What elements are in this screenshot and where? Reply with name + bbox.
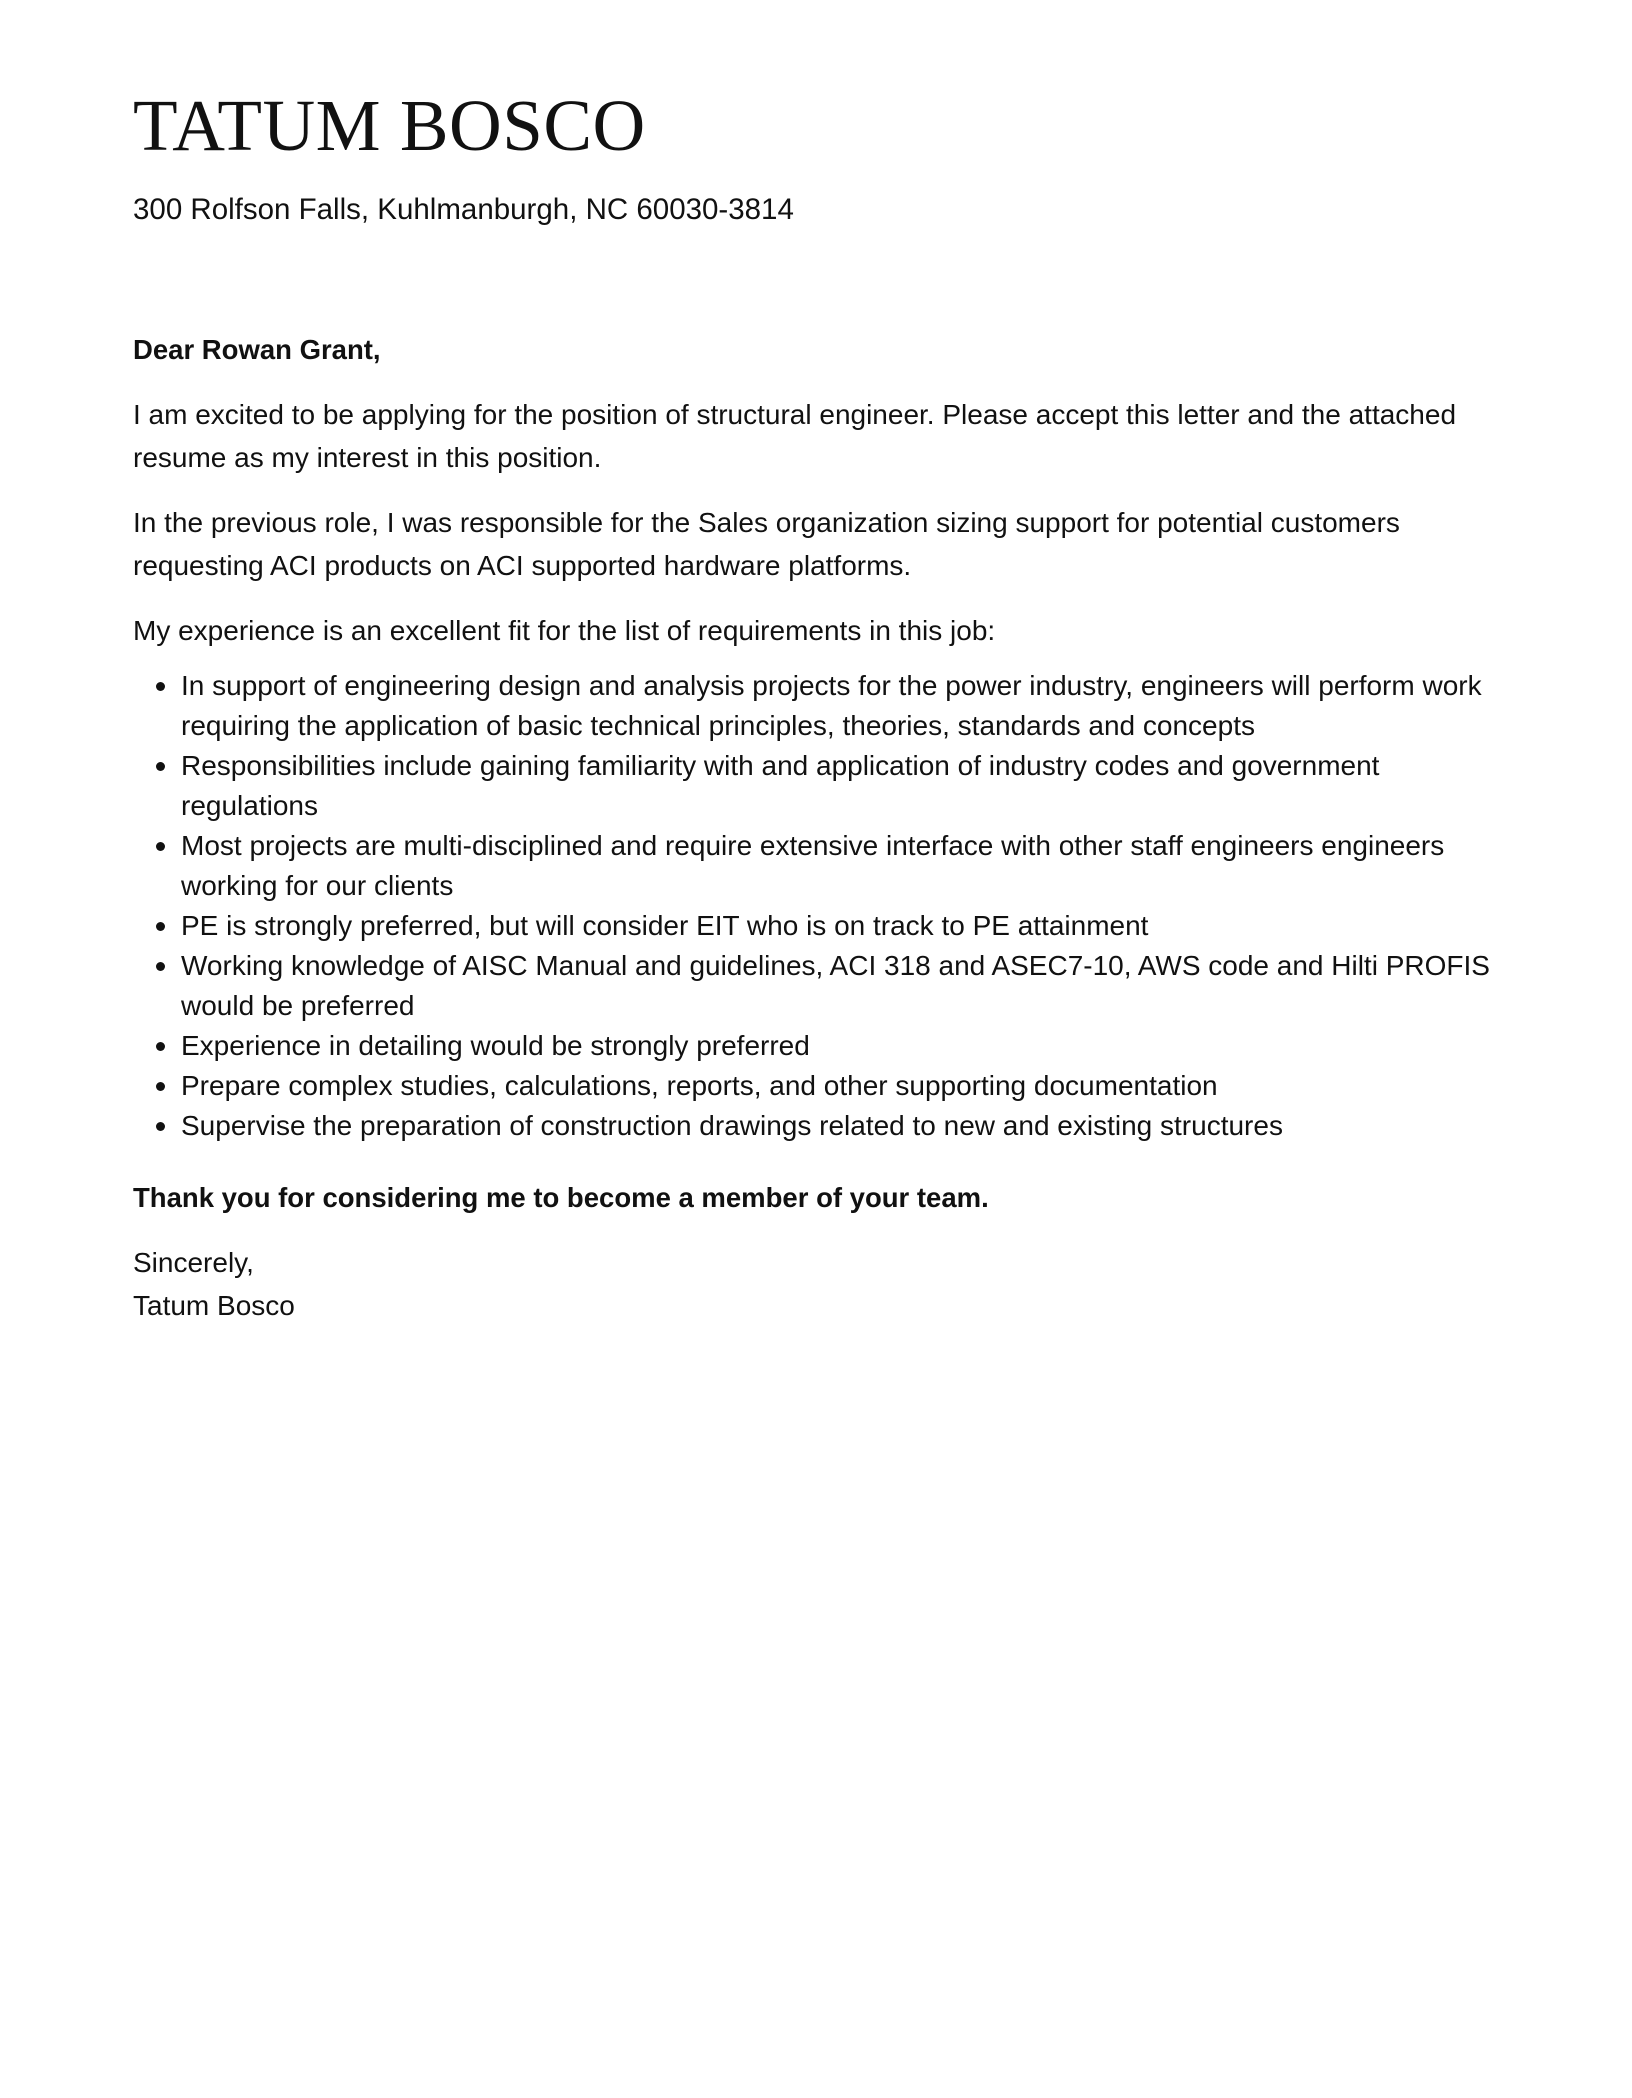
bullet-icon — [156, 762, 165, 771]
requirement-text: PE is strongly preferred, but will consider EIT who is on track to PE attainment — [181, 910, 1149, 941]
bullet-icon — [156, 1082, 165, 1091]
requirement-text: Experience in detailing would be strongly preferred — [181, 1030, 810, 1061]
closing-statement: Thank you for considering me to become a member of your team. — [133, 1182, 989, 1213]
requirement-text: Most projects are multi-disciplined and require extensive interface with other staff engineers engineers working for our clients — [181, 830, 1445, 901]
letter-body — [133, 328, 1493, 1327]
list-item — [181, 1066, 1493, 1106]
paragraph-intro: I am excited to be applying for the position of structural engineer. Please accept this letter and the attached resume as my interest in this position. — [133, 399, 1457, 473]
sender-address: 300 Rolfson Falls, Kuhlmanburgh, NC 60030-3814 — [133, 193, 794, 226]
bullet-icon — [156, 962, 165, 971]
list-item — [181, 906, 1493, 946]
list-item — [181, 746, 1493, 826]
list-item — [181, 1026, 1493, 1066]
list-item — [181, 826, 1493, 906]
requirement-text: Working knowledge of AISC Manual and guidelines, ACI 318 and ASEC7-10, AWS code and Hilti PROFIS would be preferred — [181, 950, 1490, 1021]
paragraph-requirements-intro: My experience is an excellent fit for the list of requirements in this job: — [133, 615, 996, 646]
requirements-list — [133, 666, 1493, 1146]
bullet-icon — [156, 1042, 165, 1051]
valediction: Sincerely, — [133, 1247, 254, 1278]
salutation: Dear Rowan Grant, — [133, 334, 381, 365]
bullet-icon — [156, 1122, 165, 1131]
requirement-text: Responsibilities include gaining familiarity with and application of industry codes and government regulations — [181, 750, 1380, 821]
requirement-text: Supervise the preparation of construction drawings related to new and existing structures — [181, 1110, 1283, 1141]
signature: Tatum Bosco — [133, 1290, 295, 1321]
paragraph-previous-role: In the previous role, I was responsible for the Sales organization sizing support for potential customers requesting ACI products on ACI supported hardware platforms. — [133, 507, 1400, 581]
bullet-icon — [156, 922, 165, 931]
requirement-text: In support of engineering design and analysis projects for the power industry, engineers will perform work requiring the application of basic technical principles, theories, standards and concepts — [181, 670, 1482, 741]
list-item — [181, 1106, 1493, 1146]
sender-name: TATUM BOSCO — [133, 85, 646, 166]
requirement-text: Prepare complex studies, calculations, reports, and other supporting documentation — [181, 1070, 1218, 1101]
bullet-icon — [156, 842, 165, 851]
bullet-icon — [156, 682, 165, 691]
list-item — [181, 946, 1493, 1026]
list-item — [181, 666, 1493, 746]
